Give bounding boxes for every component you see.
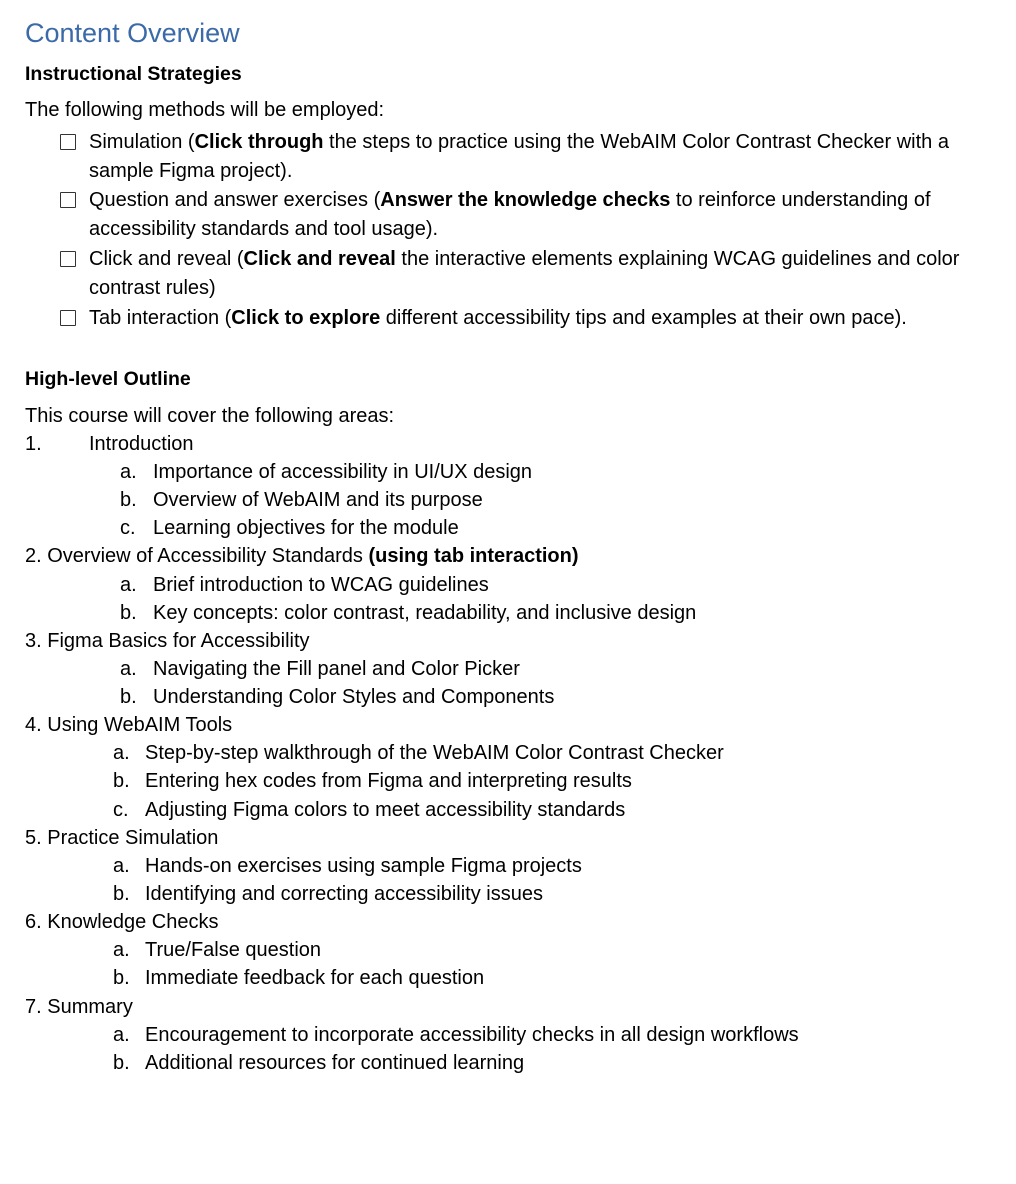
- checklist-text: Simulation (Click through the steps to practice using the WebAIM Color Contrast Checker with a sample Figma project).: [89, 131, 949, 182]
- section-number: 6.: [25, 911, 42, 933]
- subitem-letter: b.: [120, 602, 137, 624]
- subitem-letter: b.: [113, 883, 130, 905]
- subitem-letter: b.: [113, 1052, 130, 1074]
- subitem-text: Learning objectives for the module: [153, 517, 459, 539]
- section-title: Overview of Accessibility Standards: [47, 545, 369, 567]
- outline-section-4: [25, 714, 232, 737]
- subitem-text: Adjusting Figma colors to meet accessibility standards: [145, 799, 626, 821]
- checkbox[interactable]: [60, 310, 76, 326]
- section-title: Practice Simulation: [47, 827, 219, 849]
- subitem-text: Understanding Color Styles and Components: [153, 686, 555, 708]
- subitem-text: Key concepts: color contrast, readability, and inclusive design: [153, 602, 697, 624]
- outline-section-3: [25, 630, 310, 653]
- outline-section-7: [25, 996, 133, 1019]
- subitem-letter: a.: [113, 742, 130, 764]
- section-title-bold: (using tab interaction): [368, 545, 579, 567]
- subitem-letter: c.: [113, 799, 129, 821]
- section-number: 7.: [25, 996, 42, 1018]
- outline-section-2: [25, 545, 579, 568]
- subitem-text: Importance of accessibility in UI/UX design: [153, 461, 533, 483]
- strategies-heading: Instructional Strategies: [25, 63, 242, 85]
- checklist-text: Question and answer exercises (Answer the knowledge checks to reinforce understanding of accessibility standards and tool usage).: [89, 189, 931, 240]
- checkbox[interactable]: [60, 192, 76, 208]
- subitem-letter: a.: [120, 658, 137, 680]
- strategies-intro: The following methods will be employed:: [25, 99, 385, 121]
- subitem-text: Encouragement to incorporate accessibility checks in all design workflows: [145, 1024, 799, 1046]
- subitem-letter: b.: [120, 686, 137, 708]
- checkbox[interactable]: [60, 134, 76, 150]
- subitem-text: Hands-on exercises using sample Figma projects: [145, 855, 582, 877]
- subitem-letter: a.: [120, 461, 137, 483]
- outline-section-6: [25, 911, 218, 934]
- section-title: Knowledge Checks: [47, 911, 219, 933]
- subitem-text: True/False question: [145, 939, 322, 961]
- checkbox[interactable]: [60, 251, 76, 267]
- section-number: 5.: [25, 827, 42, 849]
- section-number: 1.: [25, 433, 42, 455]
- subitem-letter: c.: [120, 517, 136, 539]
- subitem-text: Additional resources for continued learning: [145, 1052, 525, 1074]
- subitem-text: Overview of WebAIM and its purpose: [153, 489, 483, 511]
- subitem-letter: a.: [113, 939, 130, 961]
- subitem-text: Navigating the Fill panel and Color Picker: [153, 658, 520, 680]
- page-title: Content Overview: [25, 18, 240, 48]
- outline-intro: This course will cover the following areas:: [25, 405, 395, 427]
- checklist-text: Click and reveal (Click and reveal the interactive elements explaining WCAG guidelines and color contrast rules): [89, 248, 960, 299]
- subitem-letter: a.: [120, 574, 137, 596]
- section-number: 4.: [25, 714, 42, 736]
- checklist-text: Tab interaction (Click to explore different accessibility tips and examples at their own pace).: [89, 307, 907, 329]
- section-number: 2.: [25, 545, 42, 567]
- subitem-text: Step-by-step walkthrough of the WebAIM Color Contrast Checker: [145, 742, 724, 764]
- subitem-text: Identifying and correcting accessibility issues: [145, 883, 543, 905]
- subitem-letter: b.: [120, 489, 137, 511]
- section-title: Introduction: [89, 433, 194, 455]
- outline-section-1: [25, 433, 194, 456]
- subitem-text: Brief introduction to WCAG guidelines: [153, 574, 489, 596]
- subitem-letter: a.: [113, 1024, 130, 1046]
- subitem-text: Entering hex codes from Figma and interpreting results: [145, 770, 632, 792]
- subitem-letter: b.: [113, 967, 130, 989]
- section-title: Summary: [47, 996, 133, 1018]
- subitem-letter: b.: [113, 770, 130, 792]
- section-title: Using WebAIM Tools: [47, 714, 233, 736]
- outline-section-5: [25, 827, 218, 850]
- section-number: 3.: [25, 630, 42, 652]
- subitem-letter: a.: [113, 855, 130, 877]
- section-title: Figma Basics for Accessibility: [47, 630, 310, 652]
- subitem-text: Immediate feedback for each question: [145, 967, 485, 989]
- outline-heading: High-level Outline: [25, 368, 191, 390]
